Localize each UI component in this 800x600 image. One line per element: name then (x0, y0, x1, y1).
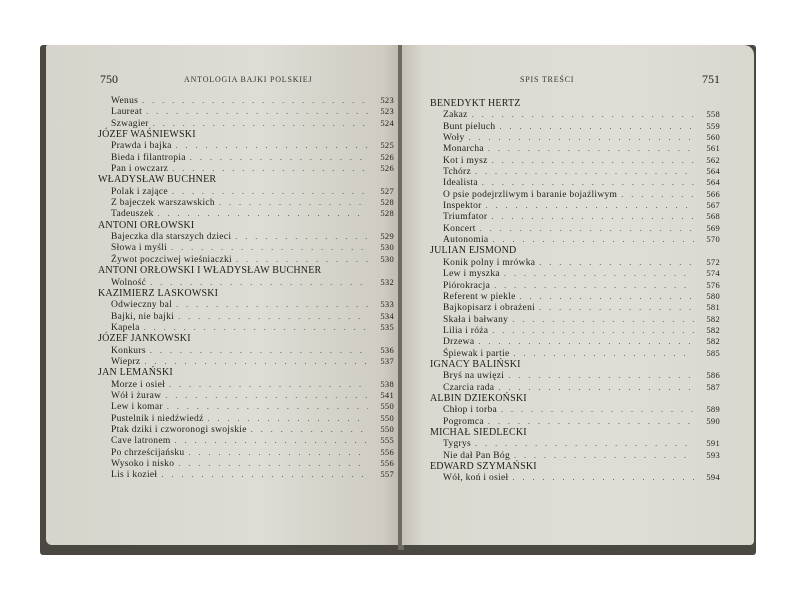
entry-page-number: 537 (380, 355, 394, 366)
entry-title: Polak i zające (111, 186, 168, 197)
toc-entry (430, 404, 720, 415)
entry-title: Autonomia (443, 235, 489, 246)
entry-page-number: 529 (380, 231, 394, 242)
leader-dots (508, 370, 694, 381)
toc-author-heading (430, 245, 720, 256)
toc-entry (98, 447, 394, 458)
entry-title: Słowa i myśli (111, 243, 168, 254)
leader-dots (621, 189, 694, 200)
leader-dots (488, 416, 694, 427)
leader-dots (175, 435, 368, 446)
left-running-head: ANTOLOGIA BAJKI POLSKIEJ (184, 75, 313, 84)
leader-dots (165, 390, 368, 401)
author-name: JÓZEF WAŚNIEWSKI (98, 129, 196, 141)
toc-entry (98, 152, 394, 163)
toc-entry (98, 118, 394, 129)
entry-page-number: 576 (706, 279, 720, 290)
leader-dots (498, 382, 694, 393)
entry-page-number: 558 (706, 109, 720, 120)
author-name: EDWARD SZYMAŃSKI (430, 461, 537, 472)
entry-page-number: 532 (380, 276, 394, 287)
toc-author-heading (430, 393, 720, 404)
entry-title: Pan i owczarz (111, 164, 169, 175)
leader-dots (142, 95, 368, 106)
entry-title: O psie podejrzliwym i baranie bojaźliwym (443, 189, 618, 200)
entry-title: Cave latronem (111, 436, 171, 447)
entry-title: Żywot poczciwej wieśniaczki (111, 254, 233, 265)
author-name: MICHAŁ SIEDLECKI (430, 426, 527, 438)
entry-page-number: 550 (380, 401, 394, 412)
entry-page-number: 582 (706, 313, 720, 324)
entry-page-number: 574 (706, 268, 720, 279)
entry-title: Morze i osieł (111, 379, 166, 390)
toc-entry (430, 211, 720, 222)
leader-dots (158, 208, 368, 219)
entry-title: Zakaz (443, 110, 468, 121)
toc-author-heading (98, 333, 394, 344)
toc-entry (430, 121, 720, 132)
entry-page-number: 587 (706, 381, 720, 392)
toc-entry (430, 268, 720, 279)
toc-entry (430, 166, 720, 177)
toc-entry (98, 311, 394, 322)
leader-dots (161, 469, 368, 480)
toc-entry (430, 325, 720, 336)
entry-title: Lilia i róża (443, 325, 489, 336)
toc-entry (430, 302, 720, 313)
toc-entry (98, 95, 394, 106)
leader-dots (514, 348, 694, 359)
toc-entry (98, 242, 394, 253)
author-name: KAZIMIERZ LASKOWSKI (98, 287, 219, 299)
entry-page-number: 557 (380, 469, 394, 480)
leader-dots (176, 299, 368, 310)
entry-page-number: 530 (380, 242, 394, 253)
toc-entry (430, 143, 720, 154)
toc-author-heading (430, 359, 720, 370)
leader-dots (190, 152, 368, 163)
entry-page-number: 569 (706, 222, 720, 233)
toc-author-heading (98, 288, 394, 299)
leader-dots (171, 242, 368, 253)
toc-entry (98, 379, 394, 390)
toc-entry (98, 106, 394, 117)
leader-dots (486, 200, 694, 211)
toc-author-heading (98, 367, 394, 378)
toc-author-heading (430, 98, 720, 109)
author-name: ALBIN DZIEKOŃSKI (430, 392, 527, 404)
entry-page-number: 534 (380, 310, 394, 321)
entry-page-number: 570 (706, 234, 720, 245)
leader-dots (144, 322, 368, 333)
entry-page-number: 550 (380, 423, 394, 434)
entry-title: Tchórz (443, 167, 472, 178)
leader-dots (146, 106, 368, 117)
leader-dots (251, 424, 368, 435)
entry-title: Konik polny i mrówka (443, 257, 536, 268)
leader-dots (480, 223, 694, 234)
toc-entry (98, 435, 394, 446)
entry-title: Czarcia rada (443, 382, 495, 393)
entry-title: Lis i kozieł (111, 470, 158, 481)
leader-dots (504, 268, 694, 279)
leader-dots (167, 401, 368, 412)
toc-entry (98, 197, 394, 208)
toc-author-heading (98, 129, 394, 140)
toc-entry (430, 177, 720, 188)
entry-page-number: 530 (380, 253, 394, 264)
entry-page-number: 527 (380, 185, 394, 196)
entry-title: Bryś na uwięzi (443, 371, 505, 382)
entry-title: Pustelnik i niedźwiedź (111, 413, 204, 424)
leader-dots (539, 257, 694, 268)
entry-page-number: 535 (380, 321, 394, 332)
entry-page-number: 550 (380, 412, 394, 423)
entry-page-number: 586 (706, 370, 720, 381)
leader-dots (478, 336, 694, 347)
right-page-number: 751 (702, 72, 720, 86)
toc-entry (430, 348, 720, 359)
toc-entry (430, 223, 720, 234)
entry-page-number: 582 (706, 336, 720, 347)
entry-page-number: 594 (706, 472, 720, 483)
entry-title: Wysoko i nisko (111, 459, 175, 469)
toc-author-heading (430, 427, 720, 438)
entry-page-number: 564 (706, 177, 720, 188)
toc-entry (430, 132, 720, 143)
entry-title: Nie dał Pan Bóg (443, 450, 511, 461)
entry-page-number: 572 (706, 256, 720, 267)
left-page-number: 750 (100, 72, 118, 86)
entry-title: Bieda i filantropia (111, 152, 186, 163)
author-name: JÓZEF JANKOWSKI (98, 333, 191, 345)
author-name: ANTONI ORŁOWSKI I WŁADYSŁAW BUCHNER (98, 265, 322, 277)
entry-title: Po chrześcijańsku (111, 447, 185, 458)
toc-entry (430, 189, 720, 200)
entry-title: Konkurs (111, 345, 146, 356)
entry-title: Wół, koń i osieł (443, 473, 509, 484)
toc-entry (430, 234, 720, 245)
entry-page-number: 533 (380, 299, 394, 310)
right-toc (430, 98, 720, 484)
leader-dots (188, 447, 368, 458)
leader-dots (469, 132, 694, 143)
entry-page-number: 560 (706, 132, 720, 143)
entry-title: Drzewa (443, 337, 475, 348)
open-book (40, 45, 756, 555)
toc-author-heading (98, 174, 394, 185)
entry-page-number: 536 (380, 344, 394, 355)
toc-entry (430, 336, 720, 347)
toc-entry (430, 280, 720, 291)
toc-entry (98, 322, 394, 333)
toc-entry (98, 356, 394, 367)
entry-title: Inspektor (443, 201, 482, 212)
toc-entry (98, 299, 394, 310)
entry-page-number: 523 (380, 95, 394, 105)
entry-title: Odwieczny bal (111, 300, 173, 311)
toc-entry (98, 208, 394, 219)
author-name: JULIAN EJSMOND (430, 245, 517, 257)
entry-page-number: 581 (706, 302, 720, 313)
entry-page-number: 566 (706, 188, 720, 199)
entry-page-number: 556 (380, 446, 394, 457)
entry-page-number: 555 (380, 435, 394, 446)
entry-title: Lew i komar (111, 402, 163, 413)
toc-entry (430, 450, 720, 461)
author-name: WŁADYSŁAW BUCHNER (98, 174, 217, 186)
entry-title: Szwagier (111, 118, 149, 129)
toc-entry (430, 257, 720, 268)
entry-title: Pogromca (443, 416, 484, 427)
toc-entry (98, 140, 394, 151)
toc-entry (430, 438, 720, 449)
entry-title: Bajki, nie bajki (111, 311, 175, 322)
toc-entry (430, 200, 720, 211)
leader-dots (172, 163, 368, 174)
leader-dots (150, 277, 368, 288)
entry-title: Z bajeczek warszawskich (111, 198, 215, 209)
leader-dots (236, 254, 368, 265)
entry-title: Skała i bałwany (443, 314, 509, 325)
leader-dots (176, 140, 368, 151)
leader-dots (219, 197, 368, 208)
leader-dots (512, 314, 694, 325)
entry-page-number: 590 (706, 415, 720, 426)
entry-title: Piórokracja (443, 280, 491, 291)
entry-page-number: 526 (380, 151, 394, 162)
entry-title: Wół i żuraw (111, 390, 162, 401)
leader-dots (499, 121, 694, 132)
leader-dots (208, 413, 368, 424)
entry-page-number: 585 (706, 347, 720, 358)
toc-author-heading (98, 220, 394, 231)
entry-title: Triumfator (443, 212, 488, 223)
entry-title: Koncert (443, 223, 476, 234)
entry-page-number: 526 (380, 163, 394, 174)
entry-page-number: 523 (380, 106, 394, 117)
toc-entry (98, 186, 394, 197)
entry-page-number: 580 (706, 290, 720, 301)
entry-page-number: 568 (706, 211, 720, 222)
entry-title: Idealista (443, 178, 478, 189)
entry-title: Tadeuszek (111, 209, 154, 220)
toc-entry (98, 345, 394, 356)
toc-entry (98, 277, 394, 288)
entry-page-number: 589 (706, 404, 720, 415)
toc-entry (98, 390, 394, 401)
entry-title: Woły (443, 133, 465, 144)
entry-page-number: 525 (380, 140, 394, 151)
leader-dots (472, 109, 694, 120)
entry-title: Prawda i bajka (111, 141, 172, 152)
entry-page-number: 559 (706, 120, 720, 131)
entry-title: Lew i myszka (443, 269, 500, 280)
right-page (402, 45, 754, 545)
entry-page-number: 528 (380, 197, 394, 208)
left-toc (98, 95, 394, 481)
author-name: ANTONI ORŁOWSKI (98, 219, 195, 231)
leader-dots (492, 155, 694, 166)
entry-page-number: 528 (380, 208, 394, 219)
toc-entry (98, 163, 394, 174)
toc-entry (98, 254, 394, 265)
entry-title: Śpiewak i partie (443, 348, 510, 359)
leader-dots (492, 325, 694, 336)
author-name: BENEDYKT HERTZ (430, 98, 521, 109)
entry-title: Laureat (111, 107, 143, 118)
entry-title: Kapela (111, 322, 140, 333)
toc-entry (98, 458, 394, 469)
toc-entry (98, 231, 394, 242)
entry-title: Bunt pieluch (443, 121, 496, 132)
entry-title: Ptak dziki i czworonogi swojskie (111, 424, 247, 435)
author-name: IGNACY BALIŃSKI (430, 358, 521, 370)
leader-dots (178, 311, 368, 322)
toc-entry (430, 109, 720, 120)
entry-page-number: 541 (380, 389, 394, 400)
entry-title: Kot i mysz (443, 155, 488, 166)
leader-dots (172, 186, 368, 197)
entry-page-number: 562 (706, 154, 720, 165)
entry-title: Wieprz (111, 356, 141, 367)
leader-dots (501, 404, 694, 415)
leader-dots (144, 356, 368, 367)
leader-dots (150, 345, 368, 356)
entry-title: Tygrys (443, 439, 472, 450)
leader-dots (482, 177, 694, 188)
entry-title: Monarcha (443, 144, 484, 155)
entry-page-number: 567 (706, 200, 720, 211)
leader-dots (513, 472, 695, 483)
leader-dots (178, 458, 368, 469)
entry-page-number: 556 (380, 458, 394, 468)
entry-page-number: 593 (706, 449, 720, 460)
left-page (46, 45, 400, 545)
leader-dots (169, 379, 368, 390)
entry-page-number: 561 (706, 143, 720, 154)
entry-title: Bajeczka dla starszych dzieci (111, 232, 232, 243)
toc-entry (430, 382, 720, 393)
toc-entry (430, 155, 720, 166)
leader-dots (539, 302, 694, 313)
leader-dots (494, 280, 694, 291)
entry-page-number: 564 (706, 166, 720, 177)
toc-entry (430, 472, 720, 483)
toc-author-heading (98, 265, 394, 276)
entry-page-number: 538 (380, 378, 394, 389)
right-running-head: SPIS TREŚCI (520, 75, 575, 84)
entry-title: Wenus (111, 96, 139, 106)
entry-title: Referent w piekle (443, 291, 516, 302)
toc-entry (430, 416, 720, 427)
entry-title: Wolność (111, 277, 147, 288)
entry-page-number: 591 (706, 438, 720, 449)
toc-author-heading (430, 461, 720, 472)
leader-dots (520, 291, 694, 302)
leader-dots (514, 450, 694, 461)
toc-entry (98, 424, 394, 435)
author-name: JAN LEMAŃSKI (98, 367, 173, 379)
leader-dots (492, 234, 694, 245)
toc-entry (430, 291, 720, 302)
leader-dots (475, 438, 694, 449)
entry-title: Chłop i torba (443, 405, 498, 416)
leader-dots (488, 143, 694, 154)
toc-entry (98, 413, 394, 424)
leader-dots (235, 231, 368, 242)
toc-entry (98, 469, 394, 480)
leader-dots (491, 211, 694, 222)
entry-page-number: 524 (380, 117, 394, 128)
toc-entry (430, 314, 720, 325)
toc-entry (98, 401, 394, 412)
toc-entry (430, 370, 720, 381)
entry-title: Bajkopisarz i obrażeni (443, 303, 536, 314)
leader-dots (153, 118, 368, 129)
entry-page-number: 582 (706, 324, 720, 335)
leader-dots (475, 166, 694, 177)
